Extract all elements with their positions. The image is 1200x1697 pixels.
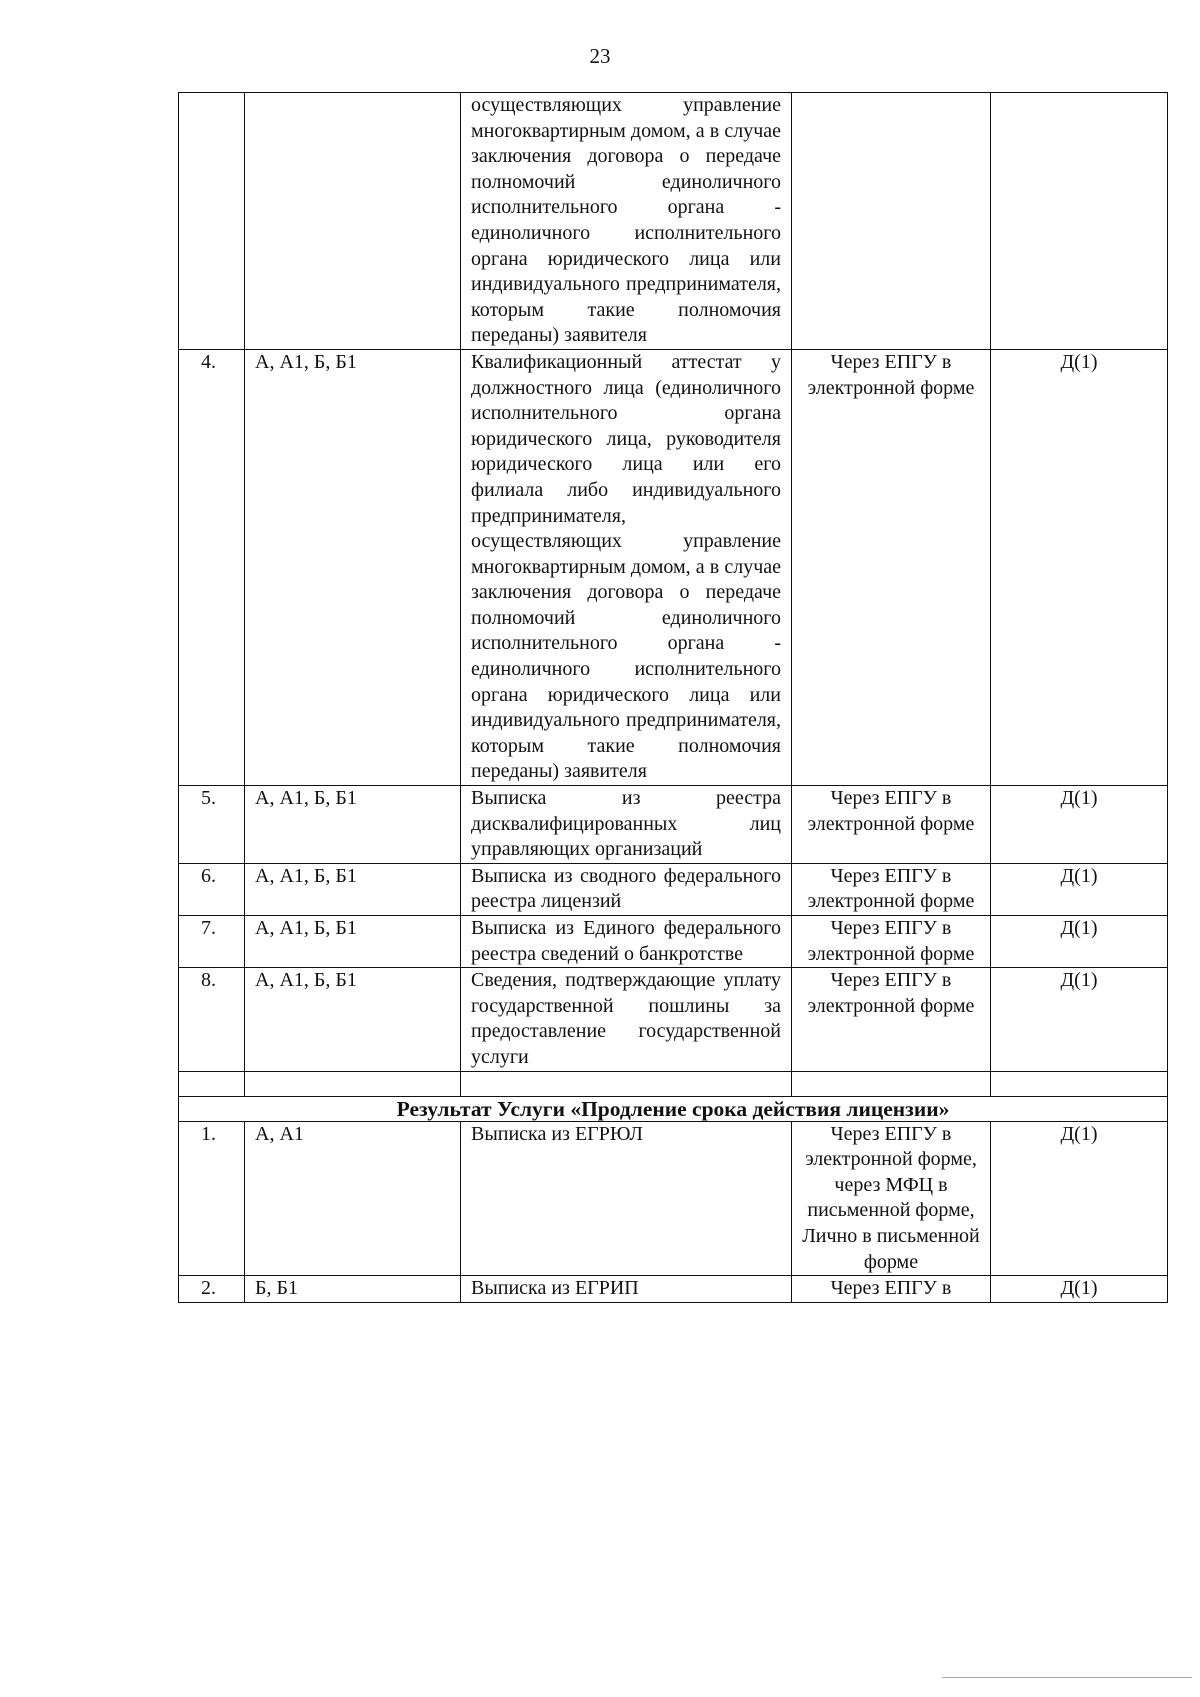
empty-cell (461, 1071, 792, 1096)
applicant-categories (245, 93, 461, 350)
table-row (179, 349, 1168, 785)
document-code: Д(1) (991, 1121, 1168, 1276)
documents-table (178, 92, 1168, 1303)
table-row (179, 1121, 1168, 1276)
document-code: Д(1) (991, 1276, 1168, 1303)
row-number: 6. (179, 863, 245, 915)
submission-method: Через ЕПГУ в электронной форме (792, 349, 991, 785)
submission-method: Через ЕПГУ в электронной форме (792, 786, 991, 864)
document-name: Выписка из Единого федерального реестра сведений о банкротстве (461, 916, 792, 968)
page-number: 23 (589, 44, 611, 68)
empty-cell (245, 1071, 461, 1096)
row-number: 2. (179, 1276, 245, 1303)
applicant-categories: Б, Б1 (245, 1276, 461, 1303)
empty-cell (179, 1071, 245, 1096)
page-edge-line (942, 1677, 1192, 1678)
section-row (179, 1096, 1168, 1121)
applicant-categories: А, А1, Б, Б1 (245, 916, 461, 968)
table-row (179, 863, 1168, 915)
table-row (179, 786, 1168, 864)
document-name: Выписка из ЕГРИП (461, 1276, 792, 1303)
document-code: Д(1) (991, 349, 1168, 785)
document-code: Д(1) (991, 968, 1168, 1071)
row-number: 4. (179, 349, 245, 785)
applicant-categories: А, А1, Б, Б1 (245, 968, 461, 1071)
applicant-categories: А, А1, Б, Б1 (245, 349, 461, 785)
section-title: Результат Услуги «Продление срока действия лицензии» (179, 1096, 1168, 1121)
document-name: осуществляющих управление многоквартирным домом, а в случае заключения договора о передаче полномочий единоличного исполнительного органа - единоличного исполнительного органа юридического лица или индивидуального предпринимателя, которым такие полномочия переданы) заявителя (461, 93, 792, 350)
document-code: Д(1) (991, 786, 1168, 864)
submission-method: Через ЕПГУ в электронной форме, через МФЦ в письменной форме, Лично в письменной форме (792, 1121, 991, 1276)
table-row (179, 1276, 1168, 1303)
submission-method (792, 93, 991, 350)
spacer-row (179, 1071, 1168, 1096)
row-number: 1. (179, 1121, 245, 1276)
submission-method: Через ЕПГУ в (792, 1276, 991, 1303)
empty-cell (991, 1071, 1168, 1096)
applicant-categories: А, А1 (245, 1121, 461, 1276)
applicant-categories: А, А1, Б, Б1 (245, 863, 461, 915)
table-row (179, 916, 1168, 968)
submission-method: Через ЕПГУ в электронной форме (792, 968, 991, 1071)
document-name: Выписка из сводного федерального реестра лицензий (461, 863, 792, 915)
document-code (991, 93, 1168, 350)
submission-method: Через ЕПГУ в электронной форме (792, 916, 991, 968)
table-row (179, 93, 1168, 350)
document-name: Выписка из реестра дисквалифицированных лиц управляющих организаций (461, 786, 792, 864)
row-number (179, 93, 245, 350)
document-code: Д(1) (991, 863, 1168, 915)
row-number: 5. (179, 786, 245, 864)
applicant-categories: А, А1, Б, Б1 (245, 786, 461, 864)
row-number: 7. (179, 916, 245, 968)
empty-cell (792, 1071, 991, 1096)
document-name: Выписка из ЕГРЮЛ (461, 1121, 792, 1276)
document-code: Д(1) (991, 916, 1168, 968)
row-number: 8. (179, 968, 245, 1071)
document-name: Квалификационный аттестат у должностного лица (единоличного исполнительного органа юридического лица, руководителя юридического лица или его филиала либо индивидуального предпринимателя, осуществляющих управление многоквартирным домом, а в случае заключения договора о передаче полномочий единоличного исполнительного органа - единоличного исполнительного органа юридического лица или индивидуального предпринимателя, которым такие полномочия переданы) заявителя (461, 349, 792, 785)
document-name: Сведения, подтверждающие уплату государственной пошлины за предоставление государственной услуги (461, 968, 792, 1071)
submission-method: Через ЕПГУ в электронной форме (792, 863, 991, 915)
table-row (179, 968, 1168, 1071)
